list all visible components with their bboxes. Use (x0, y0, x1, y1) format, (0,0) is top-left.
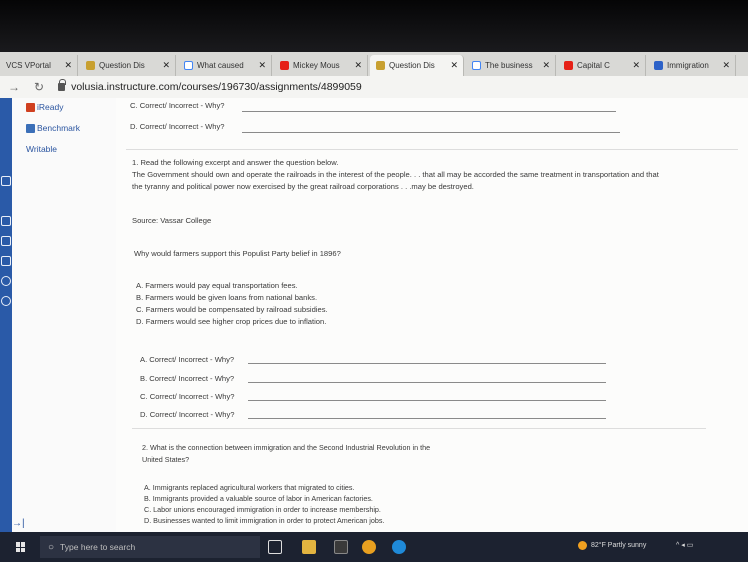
tab-title: Question Dis (389, 61, 435, 70)
windows-start-icon[interactable] (16, 542, 26, 552)
assignment-content (116, 98, 748, 532)
q1-why-a-label: A. Correct/ Incorrect - Why? (140, 355, 235, 364)
forward-arrow-icon[interactable]: → (8, 80, 20, 94)
benchmark-icon (26, 124, 35, 133)
youtube-icon (280, 61, 289, 70)
answer-blank[interactable] (248, 363, 606, 364)
course-nav-benchmark[interactable] (26, 123, 80, 133)
q1-why-c-label: C. Correct/ Incorrect - Why? (140, 392, 235, 401)
canvas-icon (86, 61, 95, 70)
tab-title: What caused (197, 61, 244, 70)
weather-widget[interactable] (578, 541, 646, 550)
answer-blank[interactable] (242, 132, 620, 133)
prev-answer-c-label: C. Correct/ Incorrect - Why? (130, 101, 225, 110)
q1-excerpt-line-2: the tyranny and political power now exercised by the great railroad corporations . . .may be destroyed. (132, 182, 474, 191)
course-nav-label: Writable (26, 144, 58, 154)
global-nav-bar (0, 98, 12, 532)
chrome-icon[interactable] (362, 540, 376, 554)
divider (132, 428, 706, 429)
q1-question: Why would farmers support this Populist Party belief in 1896? (134, 249, 341, 258)
history-icon[interactable] (1, 276, 11, 286)
q1-option-c: C. Farmers would be compensated by railroad subsidies. (136, 305, 328, 314)
browser-tab-strip (0, 52, 748, 76)
tab-title: The business (485, 61, 533, 70)
edge-icon[interactable] (392, 540, 406, 554)
monitor-bezel (0, 0, 748, 52)
address-toolbar (0, 76, 748, 98)
tab-question-discussion-active[interactable] (370, 55, 464, 76)
lock-icon (58, 83, 65, 91)
reload-icon[interactable]: ↻ (34, 80, 45, 94)
tab-title: Immigration (667, 61, 709, 70)
tab-title: Question Dis (99, 61, 145, 70)
search-icon: ○ (48, 541, 55, 553)
close-icon[interactable]: ✕ (632, 60, 640, 70)
url-field[interactable]: volusia.instructure.com/courses/196730/assignments/4899059 (71, 81, 362, 93)
system-tray-icons[interactable]: ^ ◂ ▭ (676, 542, 694, 549)
google-icon (472, 61, 481, 70)
q2-option-d: D. Businesses wanted to limit immigration in order to protect American jobs. (144, 516, 385, 525)
help-icon[interactable] (1, 296, 11, 306)
canvas-icon (376, 61, 385, 70)
course-nav (12, 98, 116, 532)
groups-icon[interactable] (1, 216, 11, 226)
q2-question-line-2: United States? (142, 455, 190, 464)
q1-option-a: A. Farmers would pay equal transportation fees. (136, 281, 298, 290)
tab-capital-c[interactable] (558, 55, 646, 76)
course-nav-writable[interactable] (26, 144, 57, 154)
tab-question-discussion[interactable] (80, 55, 176, 76)
calendar-icon[interactable] (1, 236, 11, 246)
file-explorer-icon[interactable] (302, 540, 316, 554)
inbox-icon[interactable] (1, 256, 11, 266)
quizlet-icon (654, 61, 663, 70)
close-icon[interactable]: ✕ (354, 60, 362, 70)
q1-source: Source: Vassar College (132, 216, 212, 225)
expand-nav-icon[interactable]: →| (12, 518, 25, 529)
answer-blank[interactable] (242, 111, 616, 112)
close-icon[interactable]: ✕ (64, 60, 72, 70)
q1-option-d: D. Farmers would see higher crop prices due to inflation. (136, 317, 327, 326)
prev-answer-d-label: D. Correct/ Incorrect - Why? (130, 122, 225, 131)
tab-title: Capital C (577, 61, 610, 70)
windows-taskbar (0, 532, 748, 562)
store-icon[interactable] (334, 540, 348, 554)
close-icon[interactable]: ✕ (162, 60, 170, 70)
tab-vcs-vportal[interactable] (0, 55, 78, 76)
taskbar-search-box[interactable] (40, 536, 260, 558)
q2-option-a: A. Immigrants replaced agricultural workers that migrated to cities. (144, 483, 355, 492)
q2-question-line-1: 2. What is the connection between immigration and the Second Industrial Revolution in the (142, 443, 431, 452)
weather-icon (578, 541, 587, 550)
q2-option-c: C. Labor unions encouraged immigration in order to increase membership. (144, 505, 381, 514)
task-view-icon[interactable] (268, 540, 282, 554)
tab-title: Mickey Mous (293, 61, 340, 70)
answer-blank[interactable] (248, 382, 606, 383)
tab-title: VCS VPortal (6, 61, 51, 70)
answer-blank[interactable] (248, 418, 606, 419)
q1-why-b-label: B. Correct/ Incorrect - Why? (140, 374, 235, 383)
tab-immigration[interactable] (648, 55, 736, 76)
tab-what-caused[interactable] (178, 55, 272, 76)
q1-why-d-label: D. Correct/ Incorrect - Why? (140, 410, 235, 419)
taskbar-search-placeholder: Type here to search (60, 542, 136, 552)
weather-text: 82°F Partly sunny (591, 542, 647, 549)
iready-icon (26, 103, 35, 112)
close-icon[interactable]: ✕ (258, 60, 266, 70)
google-icon (184, 61, 193, 70)
q1-intro: 1. Read the following excerpt and answer the question below. (132, 158, 339, 167)
q1-option-b: B. Farmers would be given loans from national banks. (136, 293, 318, 302)
tab-the-business[interactable] (466, 55, 556, 76)
close-icon[interactable]: ✕ (450, 60, 458, 70)
course-nav-label: Benchmark (37, 123, 80, 133)
close-icon[interactable]: ✕ (722, 60, 730, 70)
close-icon[interactable]: ✕ (542, 60, 550, 70)
divider (126, 149, 738, 150)
q2-option-b: B. Immigrants provided a valuable source of labor in American factories. (144, 494, 373, 503)
course-nav-label: iReady (37, 102, 64, 112)
answer-blank[interactable] (248, 400, 606, 401)
courses-icon[interactable] (1, 176, 11, 186)
course-nav-iready[interactable] (26, 102, 63, 112)
tab-mickey-mouse[interactable] (274, 55, 368, 76)
q1-excerpt-line-1: The Government should own and operate the railroads in the interest of the people. . . that all may be accorded the same treatment in transportation and that (132, 170, 659, 179)
youtube-icon (564, 61, 573, 70)
